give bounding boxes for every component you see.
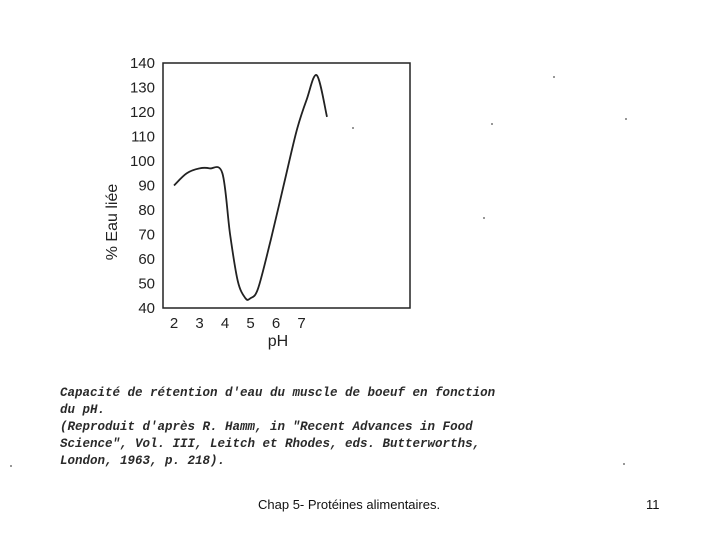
y-tick-label: 50 [138, 275, 155, 293]
x-tick-label: 3 [195, 315, 204, 332]
scan-speck [483, 217, 485, 219]
y-tick-label: 80 [138, 202, 155, 219]
x-tick-label: 2 [169, 315, 179, 332]
x-tick-label: 5 [246, 315, 255, 332]
y-tick-label: 40 [138, 300, 155, 317]
page-number: 11 [646, 497, 660, 512]
y-tick-label: 140 [129, 55, 155, 72]
x-tick-label: 7 [297, 315, 306, 332]
y-tick-label: 120 [129, 104, 155, 121]
figure-caption [60, 385, 580, 470]
y-tick-label: 90 [138, 177, 155, 195]
scan-speck [352, 127, 354, 129]
scan-speck [491, 123, 493, 125]
caption-line: Science", Vol. III, Leitch et Rhodes, eds. Butterworths, [60, 437, 481, 451]
water-retention-curve [174, 75, 327, 300]
caption-line: Capacité de rétention d'eau du muscle de boeuf en fonction [60, 386, 496, 400]
plot-frame [163, 63, 410, 308]
y-tick-label: 110 [131, 128, 155, 146]
x-tick-label: 4 [220, 315, 230, 332]
x-axis-label: pH [267, 333, 289, 350]
caption-line: London, 1963, p. 218). [60, 454, 226, 468]
footer-title: Chap 5- Protéines alimentaires. [258, 497, 441, 512]
scan-speck [623, 463, 625, 465]
caption-line: (Reproduit d'après R. Hamm, in "Recent Advances in Food [60, 420, 473, 434]
scan-speck [553, 76, 555, 78]
x-axis-ticks [170, 315, 306, 332]
y-axis-label: % Eau liée [104, 183, 121, 261]
caption-line: du pH. [60, 403, 106, 417]
scan-speck [10, 465, 12, 467]
y-tick-label: 130 [129, 79, 155, 97]
y-axis-ticks [130, 55, 155, 317]
x-tick-label: 6 [271, 315, 281, 332]
scan-speck [625, 118, 627, 120]
y-tick-label: 100 [129, 153, 155, 170]
y-tick-label: 60 [138, 251, 155, 268]
y-tick-label: 70 [138, 226, 155, 244]
